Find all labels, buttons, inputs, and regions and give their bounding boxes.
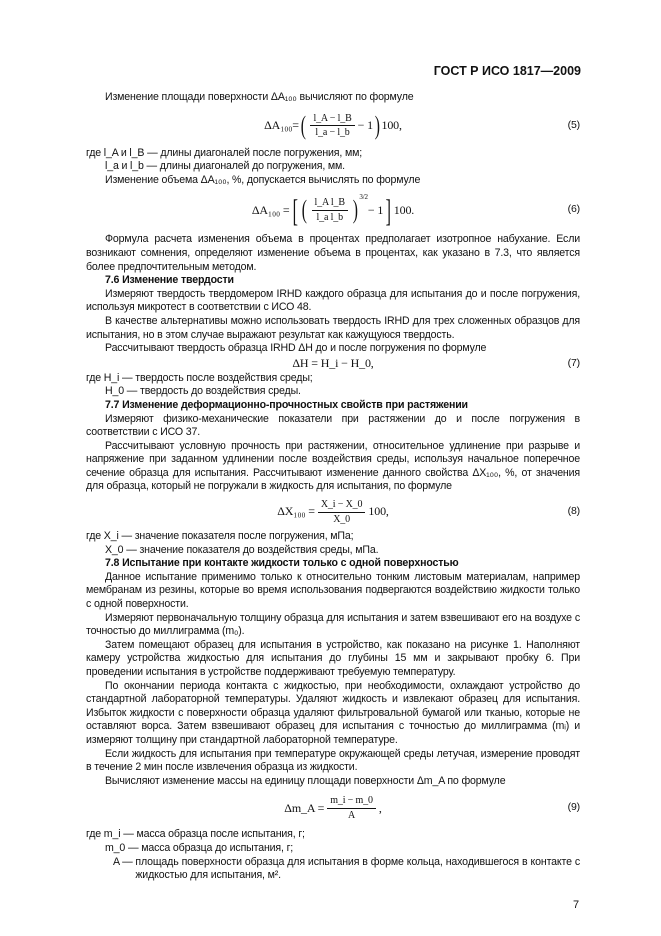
paragraph: Если жидкость для испытания при температуре окружающей среды летучая, измерение проводят в течение 2 мин после извлечения образца из жидкости. xyxy=(86,747,580,774)
formula-number: (7) xyxy=(567,356,580,369)
denominator: l_a l_b xyxy=(316,211,343,223)
definition: значение показателя до воздействия среды, мПа. xyxy=(139,543,379,556)
formula-term: 100. xyxy=(393,202,415,217)
exponent: 3/2 xyxy=(359,193,368,202)
formula-8 xyxy=(86,494,580,530)
paren: ( xyxy=(300,110,306,140)
paren: ) xyxy=(374,110,380,140)
denominator: A xyxy=(347,809,356,821)
definition: длины диагоналей после погружения, мм; xyxy=(160,146,363,159)
legend-9 xyxy=(86,828,580,882)
paragraph: Затем помещают образец для испытания в устройство, как показано на рисунке 1. Наполняют камеру устройства жидкостью для испытания до глубины 15 мм и закрывают пробку 6. При проведении испытания в устройстве поддерживают требуемую температуру. xyxy=(86,638,580,678)
paragraph: Данное испытание применимо только к относительно тонким листовым материалам, например мембранам из резины, которые во время использования подвергаются воздействию жидкости только с одной поверхности. xyxy=(86,570,580,611)
definition: твердость до воздействия среды. xyxy=(140,385,301,398)
formula-term: − 1 xyxy=(357,117,373,132)
bracket: ] xyxy=(385,192,392,229)
paragraph: Рассчитывают твердость образца IRHD ΔH до и после погружения по формуле xyxy=(105,342,487,355)
legend-7 xyxy=(86,372,580,399)
paragraph: Изменение объема ΔA₁₀₀, %, допускается вычислять по формуле xyxy=(105,173,421,186)
definition: значение показателя после погружения, мПа; xyxy=(134,530,354,543)
definition: площадь поверхности образца для испытания в форме кольца, находившегося в контакте с жидкостью для испытания, м². xyxy=(135,855,580,882)
denominator: X_0 xyxy=(333,513,350,525)
formula-9 xyxy=(86,788,580,828)
paragraph: Измеряют физико-механические показатели при растяжении до и после погружения в соответствии с ИСО 37. xyxy=(86,412,580,439)
formula-lhs: ΔX₁₀₀ = xyxy=(277,504,315,519)
formula-6 xyxy=(86,187,580,233)
symbol: H_0 — xyxy=(105,385,138,398)
symbol: где X_i — xyxy=(86,530,132,543)
formula-number: (9) xyxy=(567,801,580,814)
symbol: m_0 — xyxy=(105,841,139,854)
symbol: где H_i — xyxy=(86,371,133,384)
paren: ) xyxy=(352,195,358,225)
fraction xyxy=(318,498,366,526)
formula-number: (5) xyxy=(567,118,580,131)
symbol: A — xyxy=(113,855,133,868)
symbol: X_0 — xyxy=(105,543,137,556)
paragraph: Изменение площади поверхности ΔA₁₀₀ вычисляют по формуле xyxy=(105,91,414,103)
paragraph: Вычисляют изменение массы на единицу площади поверхности Δm_A по формуле xyxy=(105,774,506,787)
section-heading-7-6: 7.6 Изменение твердости xyxy=(105,274,234,287)
formula-lhs: ΔA₁₀₀= xyxy=(264,117,299,132)
bracket: [ xyxy=(292,192,298,229)
denominator: l_a − l_b xyxy=(315,127,350,139)
legend-5 xyxy=(86,147,580,174)
formula-number: (8) xyxy=(567,505,580,518)
fraction xyxy=(327,794,376,822)
numerator: m_i − m_0 xyxy=(327,794,376,809)
paragraph: Рассчитывают условную прочность при растяжении, относительное удлинение при разрыве и напряжение при заданном удлинении после воздействия среды, используя начальное поперечное сечение образца для испытания. Рассчитывают изменение данного свойства ΔX₁₀₀, %, от значения для образца, который не погружали в жидкость для испытания, по формуле xyxy=(86,439,580,493)
formula-number: (6) xyxy=(567,203,580,216)
section-heading-7-7: 7.7 Изменение деформационно-прочностных свойств при растяжении xyxy=(105,398,468,411)
formula-lhs: ΔA₁₀₀ = xyxy=(251,202,290,217)
legend-8 xyxy=(86,530,580,557)
paragraph: Измеряют твердость твердомером IRHD каждого образца для испытания до и после погружения, используя микротест в соответствии с ИСО 48. xyxy=(86,287,580,314)
paragraph: Измеряют первоначальную толщину образца для испытания и затем взвешивают его на воздухе с точностью до миллиграмма (m₀). xyxy=(86,611,580,638)
page-number: 7 xyxy=(573,899,579,911)
numerator: l_A − l_B xyxy=(310,112,354,127)
formula-term: , xyxy=(378,800,382,815)
formula-term: 100, xyxy=(368,504,389,519)
symbol: l_a и l_b — xyxy=(105,160,157,173)
definition: масса образца до испытания, г; xyxy=(141,841,294,854)
paragraph: В качестве альтернативы можно использовать твердость IRHD для трех сложенных образцов для испытания, но в этом случае выражают результат как кажущуюся твердость. xyxy=(86,314,580,341)
formula-expression: ΔH = H_i − H_0, xyxy=(292,355,374,370)
fraction xyxy=(312,196,348,224)
document-header: ГОСТ Р ИСО 1817—2009 xyxy=(433,64,581,78)
numerator: l_A l_B xyxy=(312,196,348,211)
formula-7 xyxy=(86,356,580,372)
symbol: где m_i — xyxy=(86,828,134,841)
section-heading-7-8: 7.8 Испытание при контакте жидкости только с одной поверхностью xyxy=(105,557,459,570)
fraction xyxy=(310,112,354,140)
symbol: где l_A и l_B — xyxy=(86,146,158,159)
formula-lhs: Δm_A = xyxy=(284,800,325,815)
formula-term: 100, xyxy=(381,117,402,132)
formula-term: − 1 xyxy=(367,202,384,217)
paren: ( xyxy=(301,195,307,225)
definition: твердость после воздействия среды; xyxy=(135,371,313,384)
definition: масса образца после испытания, г; xyxy=(136,828,305,841)
paragraph: По окончании периода контакта с жидкостью, при необходимости, охлаждают устройство до стандартной лабораторной температуры. Удаляют жидкость и извлекают образец для испытания. Избыток жидкости с поверхности образца удаляют фильтровальной бумагой или тканью, которые не оставляют ворса. Затем взвешивают образец для испытания с точностью до миллиграмма (mᵢ) и измеряют толщину при стандартной лабораторной температуре. xyxy=(86,679,580,746)
numerator: X_i − X_0 xyxy=(318,498,366,513)
paragraph: Формула расчета изменения объема в процентах предполагает изотропное набухание. Если возникают сомнения, определяют изменение объема в процентах, как указано в 7.3, что является более предпочтительным методом. xyxy=(86,233,580,273)
formula-5 xyxy=(86,105,580,147)
page-body xyxy=(86,91,580,883)
definition: длины диагоналей до погружения, мм. xyxy=(159,160,345,173)
